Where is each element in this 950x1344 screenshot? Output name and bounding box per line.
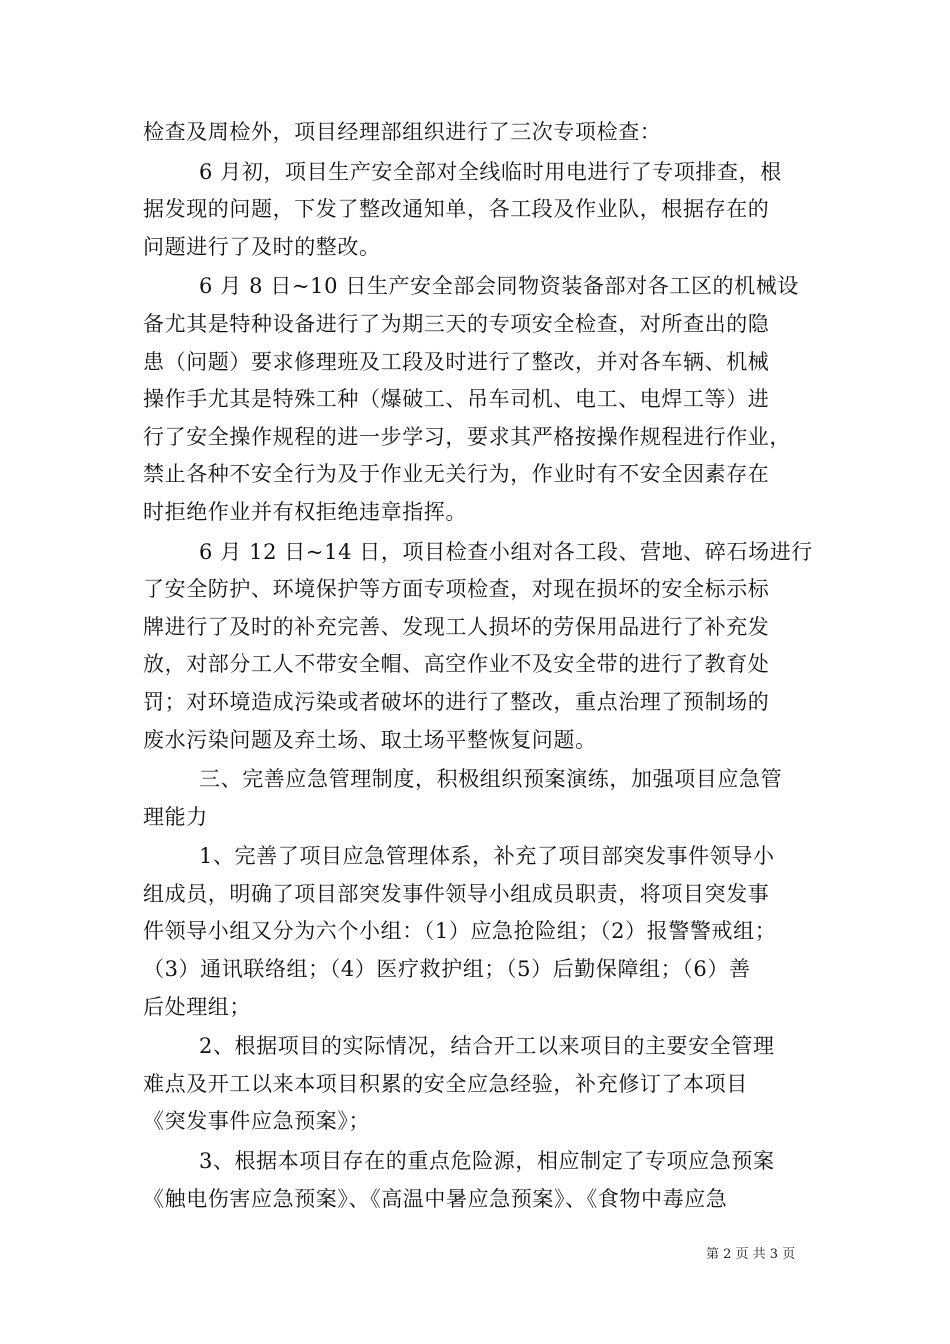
text-line: 1、完善了项目应急管理体系，补充了项目部突发事件领导小 — [199, 844, 775, 869]
text-line: 了安全防护、环境保护等方面专项检查，对现在损坏的安全标示标 — [143, 577, 770, 602]
paragraph — [143, 838, 807, 1026]
text-line: 废水污染问题及弃土场、取土场平整恢复问题。 — [143, 727, 597, 752]
paragraph — [143, 268, 807, 531]
text-line: 6 月 12 日~14 日，项目检查小组对各工段、营地、碎石场进行 — [199, 539, 813, 564]
paragraph — [143, 114, 807, 152]
text-line: 操作手尤其是特殊工种（爆破工、吊车司机、电工、电焊工等）进 — [143, 387, 770, 412]
text-line: 放，对部分工人不带安全帽、高空作业不及安全带的进行了教育处 — [143, 652, 770, 677]
text-line: 备尤其是特种设备进行了为期三天的专项安全检查，对所查出的隐 — [143, 311, 770, 336]
paragraph — [143, 154, 807, 267]
document-body — [143, 114, 813, 1220]
text-line: 2、根据项目的实际情况，结合开工以来项目的主要安全管理 — [199, 1034, 775, 1059]
text-line: 6 月初，项目生产安全部对全线临时用电进行了专项排查，根 — [199, 159, 782, 184]
page-number-footer: 第 2 页 共 3 页 — [706, 1247, 796, 1262]
text-line: 3、根据本项目存在的重点危险源，相应制定了专项应急预案 — [199, 1149, 775, 1174]
text-line: （3）通讯联络组；（4）医疗救护组；（5）后勤保障组；（6）善 — [143, 957, 751, 982]
text-line: 理能力 — [143, 804, 208, 829]
text-line: 行了安全操作规程的进一步学习，要求其严格按操作规程进行作业， — [143, 424, 791, 449]
text-line: 《突发事件应急预案》； — [143, 1109, 371, 1134]
text-line: 时拒绝作业并有权拒绝违章指挥。 — [143, 499, 467, 524]
text-line: 问题进行了及时的整改。 — [143, 234, 381, 259]
text-line: 患（问题）要求修理班及工段及时进行了整改，并对各车辆、机械 — [143, 349, 770, 374]
text-line: 难点及开工以来本项目积累的安全应急经验，补充修订了本项目 — [143, 1071, 748, 1096]
text-line: 据发现的问题，下发了整改通知单，各工段及作业队，根据存在的 — [143, 197, 770, 222]
text-line: 牌进行了及时的补充完善、发现工人损坏的劳保用品进行了补充发 — [143, 614, 770, 639]
text-line: 件领导小组又分为六个小组：（1）应急抢险组；（2）报警警戒组； — [143, 919, 777, 944]
paragraph — [143, 1143, 807, 1218]
text-line: 罚；对环境造成污染或者破坏的进行了整改，重点治理了预制场的 — [143, 689, 770, 714]
text-line: 三、完善应急管理制度，积极组织预案演练，加强项目应急管 — [199, 767, 783, 792]
paragraph — [143, 1028, 807, 1141]
paragraph — [143, 534, 813, 760]
text-line: 后处理组； — [143, 994, 251, 1019]
text-line: 检查及周检外，项目经理部组织进行了三次专项检查： — [143, 120, 662, 144]
text-line: 6 月 8 日~10 日生产安全部会同物资装备部对各工区的机械设 — [199, 274, 799, 299]
paragraph — [143, 761, 807, 836]
text-line: 禁止各种不安全行为及于作业无关行为，作业时有不安全因素存在 — [143, 462, 770, 487]
text-line: 组成员，明确了项目部突发事件领导小组成员职责，将项目突发事 — [143, 881, 770, 906]
text-line: 《触电伤害应急预案》、《高温中暑应急预案》、《食物中毒应急 — [143, 1186, 728, 1211]
